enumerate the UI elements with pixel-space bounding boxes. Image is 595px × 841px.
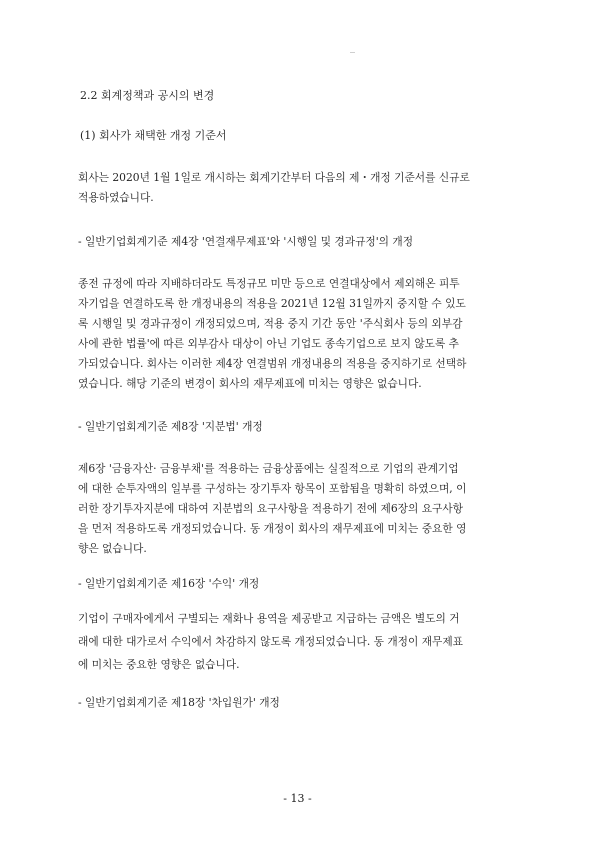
paragraph-line: 러한 장기투자지분에 대하여 지분법의 요구사항을 적용하기 전에 제6장의 요구사항 xyxy=(78,502,464,515)
item-heading-ch18: - 일반기업회계기준 제18장 '차입원가' 개정 xyxy=(78,696,280,709)
intro-line: 회사는 2020년 1월 1일로 개시하는 회계기간부터 다음의 제・개정 기준서를 신규로 xyxy=(78,171,470,184)
paragraph-line: 래에 대한 대가로서 수익에서 차감하지 않도록 개정되었습니다. 동 개정이 재무제표 xyxy=(78,635,463,648)
paragraph-line: 종전 규정에 따라 지배하더라도 특정규모 미만 등으로 연결대상에서 제외해온 피투 xyxy=(78,277,460,290)
paragraph-line: 을 먼저 적용하도록 개정되었습니다. 동 개정이 회사의 재무제표에 미치는 중요한 영 xyxy=(78,522,467,535)
scan-speck xyxy=(350,52,355,53)
intro-line: 적용하였습니다. xyxy=(78,191,154,204)
paragraph-line: 에 대한 순투자액의 일부를 구성하는 장기투자 항목이 포함됨을 명확히 하였으며, 이 xyxy=(78,482,467,495)
paragraph-line: 향은 없습니다. xyxy=(78,542,147,555)
paragraph-line: 제6장 '금융자산· 금융부채'를 적용하는 금융상품에는 실질적으로 기업의 관계기업 xyxy=(78,462,459,475)
paragraph-line: 자기업을 연결하도록 한 개정내용의 적용을 2021년 12월 31일까지 중지할 수 있도 xyxy=(78,297,466,310)
paragraph-line: 사에 관한 법률'에 따른 외부감사 대상이 아닌 기업도 종속기업으로 보지 않도록 추 xyxy=(78,337,460,350)
paragraph-line: 록 시행일 및 경과규정이 개정되었으며, 적용 중지 기간 동안 '주식회사 등의 외부감 xyxy=(78,317,463,330)
page-number: - 13 - xyxy=(283,792,312,805)
paragraph-line: 기업이 구매자에게서 구별되는 재화나 용역을 제공받고 지급하는 금액은 별도의 거 xyxy=(78,612,460,625)
item-heading-ch4: - 일반기업회계기준 제4장 '연결재무제표'와 '시행일 및 경과규정'의 개정 xyxy=(78,235,414,248)
paragraph-line: 가되었습니다. 회사는 이러한 제4장 연결범위 개정내용의 적용을 중지하기로 선택하 xyxy=(78,357,467,370)
section-title: 2.2 회계정책과 공시의 변경 xyxy=(80,89,215,102)
item-heading-ch16: - 일반기업회계기준 제16장 '수익' 개정 xyxy=(78,577,260,590)
paragraph-line: 에 미치는 중요한 영향은 없습니다. xyxy=(78,658,240,671)
paragraph-line: 였습니다. 해당 기준의 변경이 회사의 재무제표에 미치는 영향은 없습니다. xyxy=(78,377,422,390)
subsection-title: (1) 회사가 채택한 개정 기준서 xyxy=(80,129,227,142)
item-heading-ch8: - 일반기업회계기준 제8장 '지분법' 개정 xyxy=(78,420,263,433)
